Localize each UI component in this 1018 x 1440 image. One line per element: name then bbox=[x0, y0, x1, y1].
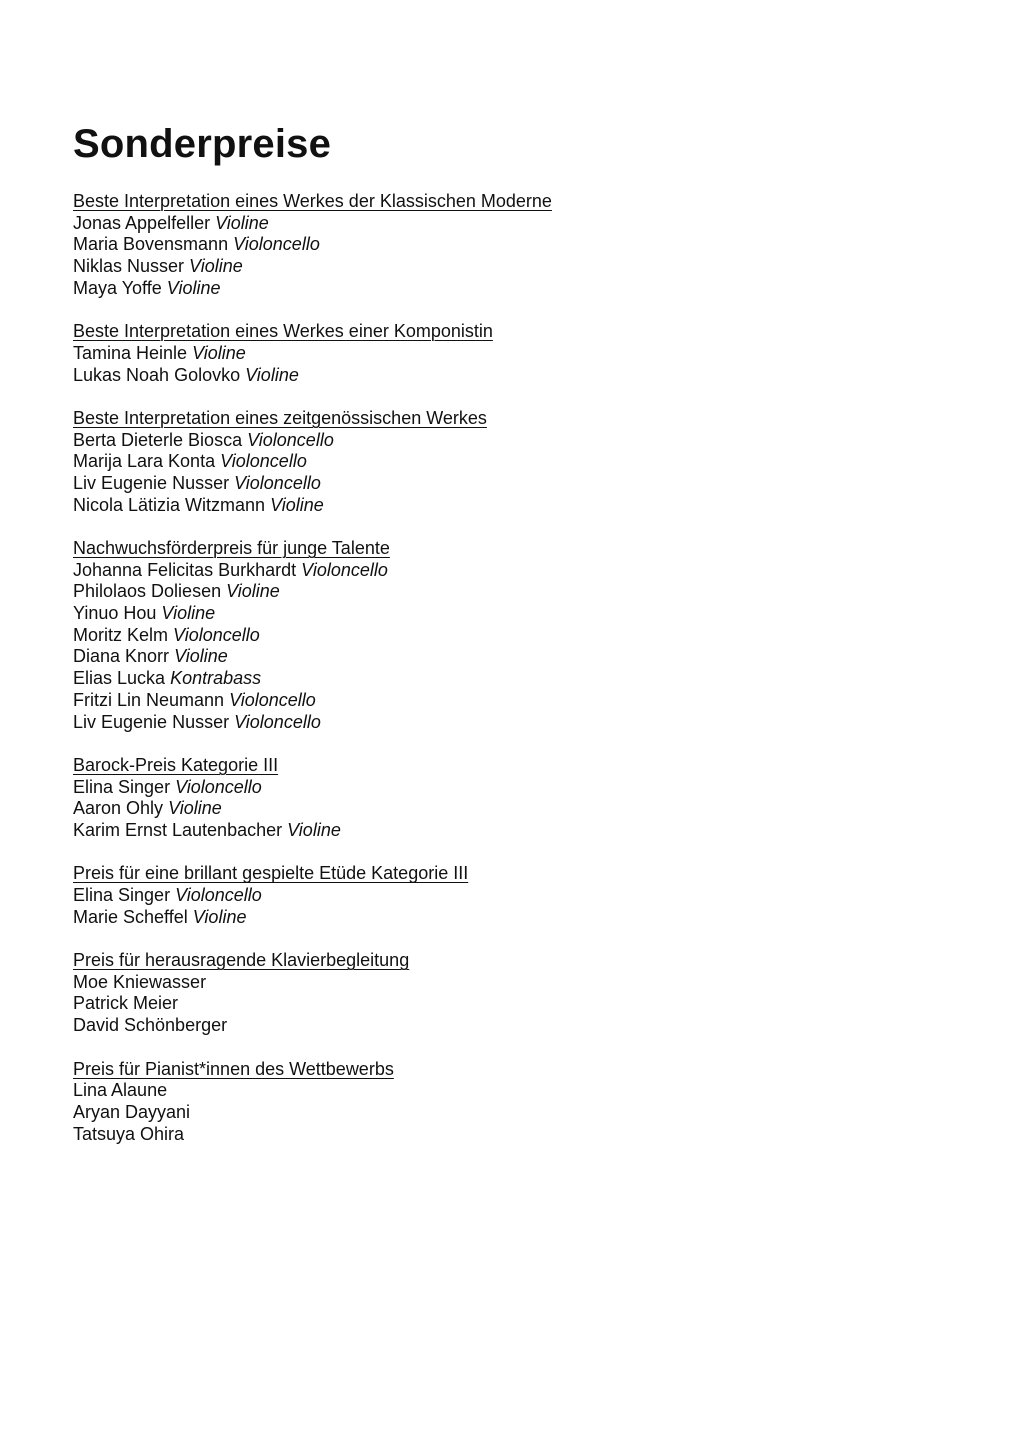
laureate-entry bbox=[73, 430, 973, 452]
laureate-entry bbox=[73, 777, 973, 799]
laureate-name: Philolaos Doliesen bbox=[73, 581, 222, 602]
laureate-instrument: Violoncello bbox=[175, 776, 262, 797]
prize-section bbox=[73, 408, 973, 516]
laureate-instrument: Violine bbox=[215, 212, 269, 233]
prize-heading: Beste Interpretation eines Werkes der Klassischen Moderne bbox=[73, 191, 552, 211]
laureate-entry bbox=[73, 495, 973, 517]
laureate-instrument: Violine bbox=[189, 256, 243, 277]
laureate-entry bbox=[73, 343, 973, 365]
laureate-entry bbox=[73, 668, 973, 690]
prize-sections bbox=[73, 191, 973, 1167]
laureate-name: Elina Singer bbox=[73, 776, 171, 797]
laureate-instrument: Violine bbox=[161, 603, 216, 624]
laureate-instrument: Violoncello bbox=[173, 624, 260, 645]
laureate-name: Berta Dieterle Biosca bbox=[73, 429, 243, 450]
laureate-entry bbox=[73, 907, 973, 929]
laureate-name: Lukas Noah Golovko bbox=[73, 364, 241, 385]
laureate-name: Maya Yoffe bbox=[73, 277, 162, 298]
laureate-name: Aaron Ohly bbox=[73, 798, 164, 819]
laureate-entry bbox=[73, 256, 973, 278]
laureate-name: Liv Eugenie Nusser bbox=[73, 711, 230, 732]
laureate-name: Tatsuya Ohira bbox=[73, 1123, 185, 1144]
page-title: Sonderpreise bbox=[73, 122, 332, 166]
laureate-name: Johanna Felicitas Burkhardt bbox=[73, 559, 297, 580]
prize-section bbox=[73, 191, 973, 299]
laureate-entry bbox=[73, 581, 973, 603]
laureate-entry bbox=[73, 690, 973, 712]
laureate-name: Moritz Kelm bbox=[73, 624, 169, 645]
laureate-entry bbox=[73, 1124, 973, 1146]
prize-heading: Preis für herausragende Klavierbegleitung bbox=[73, 950, 410, 971]
laureate-name: Lina Alaune bbox=[73, 1080, 168, 1101]
laureate-name: Elina Singer bbox=[73, 885, 171, 905]
laureate-entry bbox=[73, 213, 973, 235]
prize-section bbox=[73, 950, 973, 1037]
laureate-instrument: Violine bbox=[287, 819, 341, 840]
laureate-name: Liv Eugenie Nusser bbox=[73, 472, 230, 493]
laureate-instrument: Violine bbox=[168, 798, 222, 819]
laureate-entry bbox=[73, 234, 973, 256]
laureate-entry bbox=[73, 798, 973, 820]
laureate-name: Diana Knorr bbox=[73, 646, 170, 667]
prize-heading: Beste Interpretation eines zeitgenössischen Werkes bbox=[73, 407, 487, 428]
prize-section bbox=[73, 321, 973, 386]
laureate-entry bbox=[73, 646, 973, 668]
laureate-name: Nicola Lätizia Witzmann bbox=[73, 494, 266, 515]
laureate-instrument: Violine bbox=[192, 342, 246, 363]
laureate-name: David Schönberger bbox=[73, 1015, 228, 1036]
laureate-name: Fritzi Lin Neumann bbox=[73, 689, 225, 710]
laureate-instrument: Violoncello bbox=[233, 234, 320, 255]
laureate-entry bbox=[73, 820, 973, 842]
prize-heading: Barock-Preis Kategorie III bbox=[73, 754, 279, 775]
laureate-entry bbox=[73, 451, 973, 473]
prize-heading: Nachwuchsförderpreis für junge Talente bbox=[73, 538, 390, 558]
laureate-entry bbox=[73, 278, 973, 300]
laureate-instrument: Violine bbox=[192, 906, 247, 927]
laureate-entry bbox=[73, 473, 973, 495]
prize-heading: Preis für Pianist*innen des Wettbewerbs bbox=[73, 1058, 394, 1079]
laureate-name: Moe Kniewasser bbox=[73, 971, 207, 992]
laureate-entry bbox=[73, 1015, 973, 1037]
laureate-instrument: Violine bbox=[226, 581, 280, 602]
laureate-entry bbox=[73, 365, 973, 387]
laureate-instrument: Violine bbox=[174, 646, 228, 667]
laureate-entry bbox=[73, 993, 973, 1015]
laureate-instrument: Violine bbox=[270, 494, 324, 515]
laureate-entry bbox=[73, 712, 973, 734]
laureate-entry bbox=[73, 1080, 973, 1102]
laureate-instrument: Violoncello bbox=[220, 451, 307, 472]
laureate-instrument: Violoncello bbox=[175, 885, 262, 905]
laureate-entry bbox=[73, 1102, 973, 1124]
laureate-instrument: Violine bbox=[245, 364, 299, 385]
laureate-name: Niklas Nusser bbox=[73, 256, 185, 277]
laureate-name: Jonas Appelfeller bbox=[73, 212, 211, 233]
prize-section bbox=[73, 755, 973, 842]
prize-section bbox=[73, 538, 973, 733]
laureate-name: Karim Ernst Lautenbacher bbox=[73, 819, 283, 840]
prize-heading: Preis für eine brillant gespielte Etüde Kategorie III bbox=[73, 863, 469, 884]
laureate-name: Tamina Heinle bbox=[73, 342, 188, 363]
laureate-instrument: Violoncello bbox=[234, 472, 321, 493]
laureate-name: Aryan Dayyani bbox=[73, 1101, 191, 1122]
laureate-instrument: Violoncello bbox=[301, 559, 388, 580]
laureate-name: Marija Lara Konta bbox=[73, 451, 216, 472]
laureate-instrument: Violoncello bbox=[247, 429, 334, 450]
laureate-instrument: Violoncello bbox=[234, 711, 321, 732]
laureate-entry bbox=[73, 625, 973, 647]
laureate-name: Marie Scheffel bbox=[73, 906, 188, 927]
laureate-entry bbox=[73, 603, 973, 625]
laureate-entry bbox=[73, 885, 973, 907]
laureate-entry bbox=[73, 972, 973, 994]
laureate-name: Yinuo Hou bbox=[73, 603, 157, 624]
laureate-name: Elias Lucka bbox=[73, 668, 166, 689]
laureate-name: Patrick Meier bbox=[73, 993, 179, 1014]
prize-section bbox=[73, 1059, 973, 1146]
laureate-instrument: Violoncello bbox=[229, 689, 316, 710]
prize-heading: Beste Interpretation eines Werkes einer Komponistin bbox=[73, 321, 493, 342]
laureate-name: Maria Bovensmann bbox=[73, 234, 229, 255]
prize-section bbox=[73, 863, 973, 928]
laureate-entry bbox=[73, 560, 973, 582]
laureate-instrument: Violine bbox=[166, 277, 221, 298]
laureate-instrument: Kontrabass bbox=[170, 668, 262, 689]
